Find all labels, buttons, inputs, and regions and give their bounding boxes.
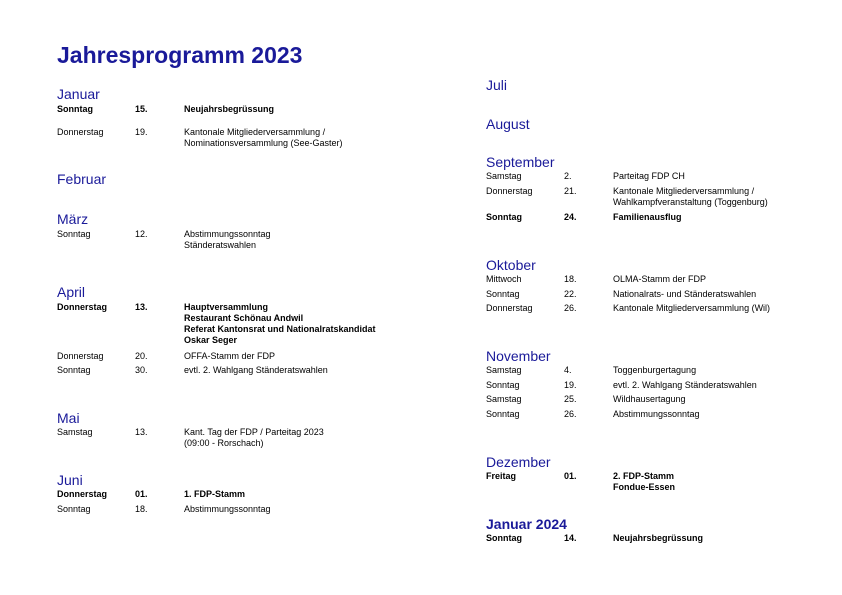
- event-day: Donnerstag: [57, 351, 104, 361]
- event-day: Donnerstag: [57, 127, 104, 137]
- event-text: OFFA-Stamm der FDP: [184, 351, 276, 361]
- event-day: Donnerstag: [57, 489, 108, 499]
- event-text: Nationalrats- und Ständeratswahlen: [613, 289, 757, 299]
- month-heading: November: [486, 348, 551, 364]
- event-text: Toggenburgertagung: [613, 365, 697, 375]
- event-day: Sonntag: [486, 289, 520, 299]
- month-heading: Juni: [57, 472, 83, 488]
- event-text: Abstimmungssonntag: [184, 504, 271, 514]
- event-day: Samstag: [57, 427, 93, 437]
- event-day: Samstag: [486, 365, 522, 375]
- month-heading: April: [57, 284, 86, 300]
- event-day: Mittwoch: [486, 274, 522, 284]
- event-text: Hauptversammlung Restaurant Schönau Andwil Referat Kantonsrat und Nationalratskandidat Oskar Seger: [184, 302, 376, 345]
- event-text: OLMA-Stamm der FDP: [613, 274, 707, 284]
- event-text: Kant. Tag der FDP / Parteitag 2023 (09:00 - Rorschach): [184, 427, 324, 448]
- event-text: Abstimmungssonntag Ständeratswahlen: [184, 229, 271, 250]
- event-date: 18.: [564, 274, 577, 284]
- event-text: Kantonale Mitgliederversammlung (Wil): [613, 303, 771, 313]
- event-day: Samstag: [486, 171, 522, 181]
- event-date: 26.: [564, 303, 577, 313]
- event-date: 13.: [135, 302, 148, 312]
- event-date: 18.: [135, 504, 148, 514]
- month-heading: Januar 2024: [486, 516, 567, 532]
- event-date: 25.: [564, 394, 577, 404]
- event-date: 19.: [564, 380, 577, 390]
- event-day: Donnerstag: [57, 302, 108, 312]
- page-title: Jahresprogramm 2023: [57, 42, 303, 68]
- event-date: 2.: [564, 171, 572, 181]
- event-date: 01.: [135, 489, 148, 499]
- event-date: 19.: [135, 127, 148, 137]
- event-text: Abstimmungssonntag: [613, 409, 700, 419]
- event-text: Kantonale Mitgliederversammlung / Wahlkampfveranstaltung (Toggenburg): [613, 186, 768, 207]
- month-heading: Oktober: [486, 257, 536, 273]
- event-text: Parteitag FDP CH: [613, 171, 685, 181]
- event-text: Wildhausertagung: [613, 394, 686, 404]
- event-date: 01.: [564, 471, 577, 481]
- event-day: Sonntag: [57, 104, 93, 114]
- event-date: 14.: [564, 533, 577, 543]
- event-day: Sonntag: [486, 409, 520, 419]
- month-heading: März: [57, 211, 89, 227]
- event-date: 21.: [564, 186, 577, 196]
- month-heading: Juli: [486, 77, 508, 93]
- month-heading: Dezember: [486, 454, 551, 470]
- event-text: Kantonale Mitgliederversammlung / Nominationsversammlung (See-Gaster): [184, 127, 343, 148]
- event-day: Sonntag: [486, 533, 522, 543]
- month-heading: Februar: [57, 171, 107, 187]
- event-day: Freitag: [486, 471, 517, 481]
- event-text: evtl. 2. Wahlgang Ständeratswahlen: [184, 365, 328, 375]
- month-heading: September: [486, 154, 555, 170]
- event-day: Sonntag: [486, 380, 520, 390]
- month-heading: August: [486, 116, 530, 132]
- event-date: 24.: [564, 212, 577, 222]
- event-day: Sonntag: [486, 212, 522, 222]
- event-date: 26.: [564, 409, 577, 419]
- event-date: 4.: [564, 365, 572, 375]
- event-day: Sonntag: [57, 229, 91, 239]
- event-date: 22.: [564, 289, 577, 299]
- event-text: Familienausflug: [613, 212, 682, 222]
- event-date: 12.: [135, 229, 148, 239]
- event-text: 2. FDP-Stamm Fondue-Essen: [613, 471, 676, 492]
- event-day: Donnerstag: [486, 186, 533, 196]
- event-text: Neujahrsbegrüssung: [184, 104, 275, 114]
- event-text: 1. FDP-Stamm: [184, 489, 246, 499]
- event-day: Sonntag: [57, 365, 91, 375]
- event-date: 30.: [135, 365, 148, 375]
- event-date: 20.: [135, 351, 148, 361]
- event-day: Sonntag: [57, 504, 91, 514]
- month-heading: Mai: [57, 410, 80, 426]
- month-heading: Januar: [57, 86, 100, 102]
- event-day: Samstag: [486, 394, 522, 404]
- event-day: Donnerstag: [486, 303, 533, 313]
- event-text: Neujahrsbegrüssung: [613, 533, 704, 543]
- event-date: 15.: [135, 104, 148, 114]
- event-text: evtl. 2. Wahlgang Ständeratswahlen: [613, 380, 757, 390]
- event-date: 13.: [135, 427, 148, 437]
